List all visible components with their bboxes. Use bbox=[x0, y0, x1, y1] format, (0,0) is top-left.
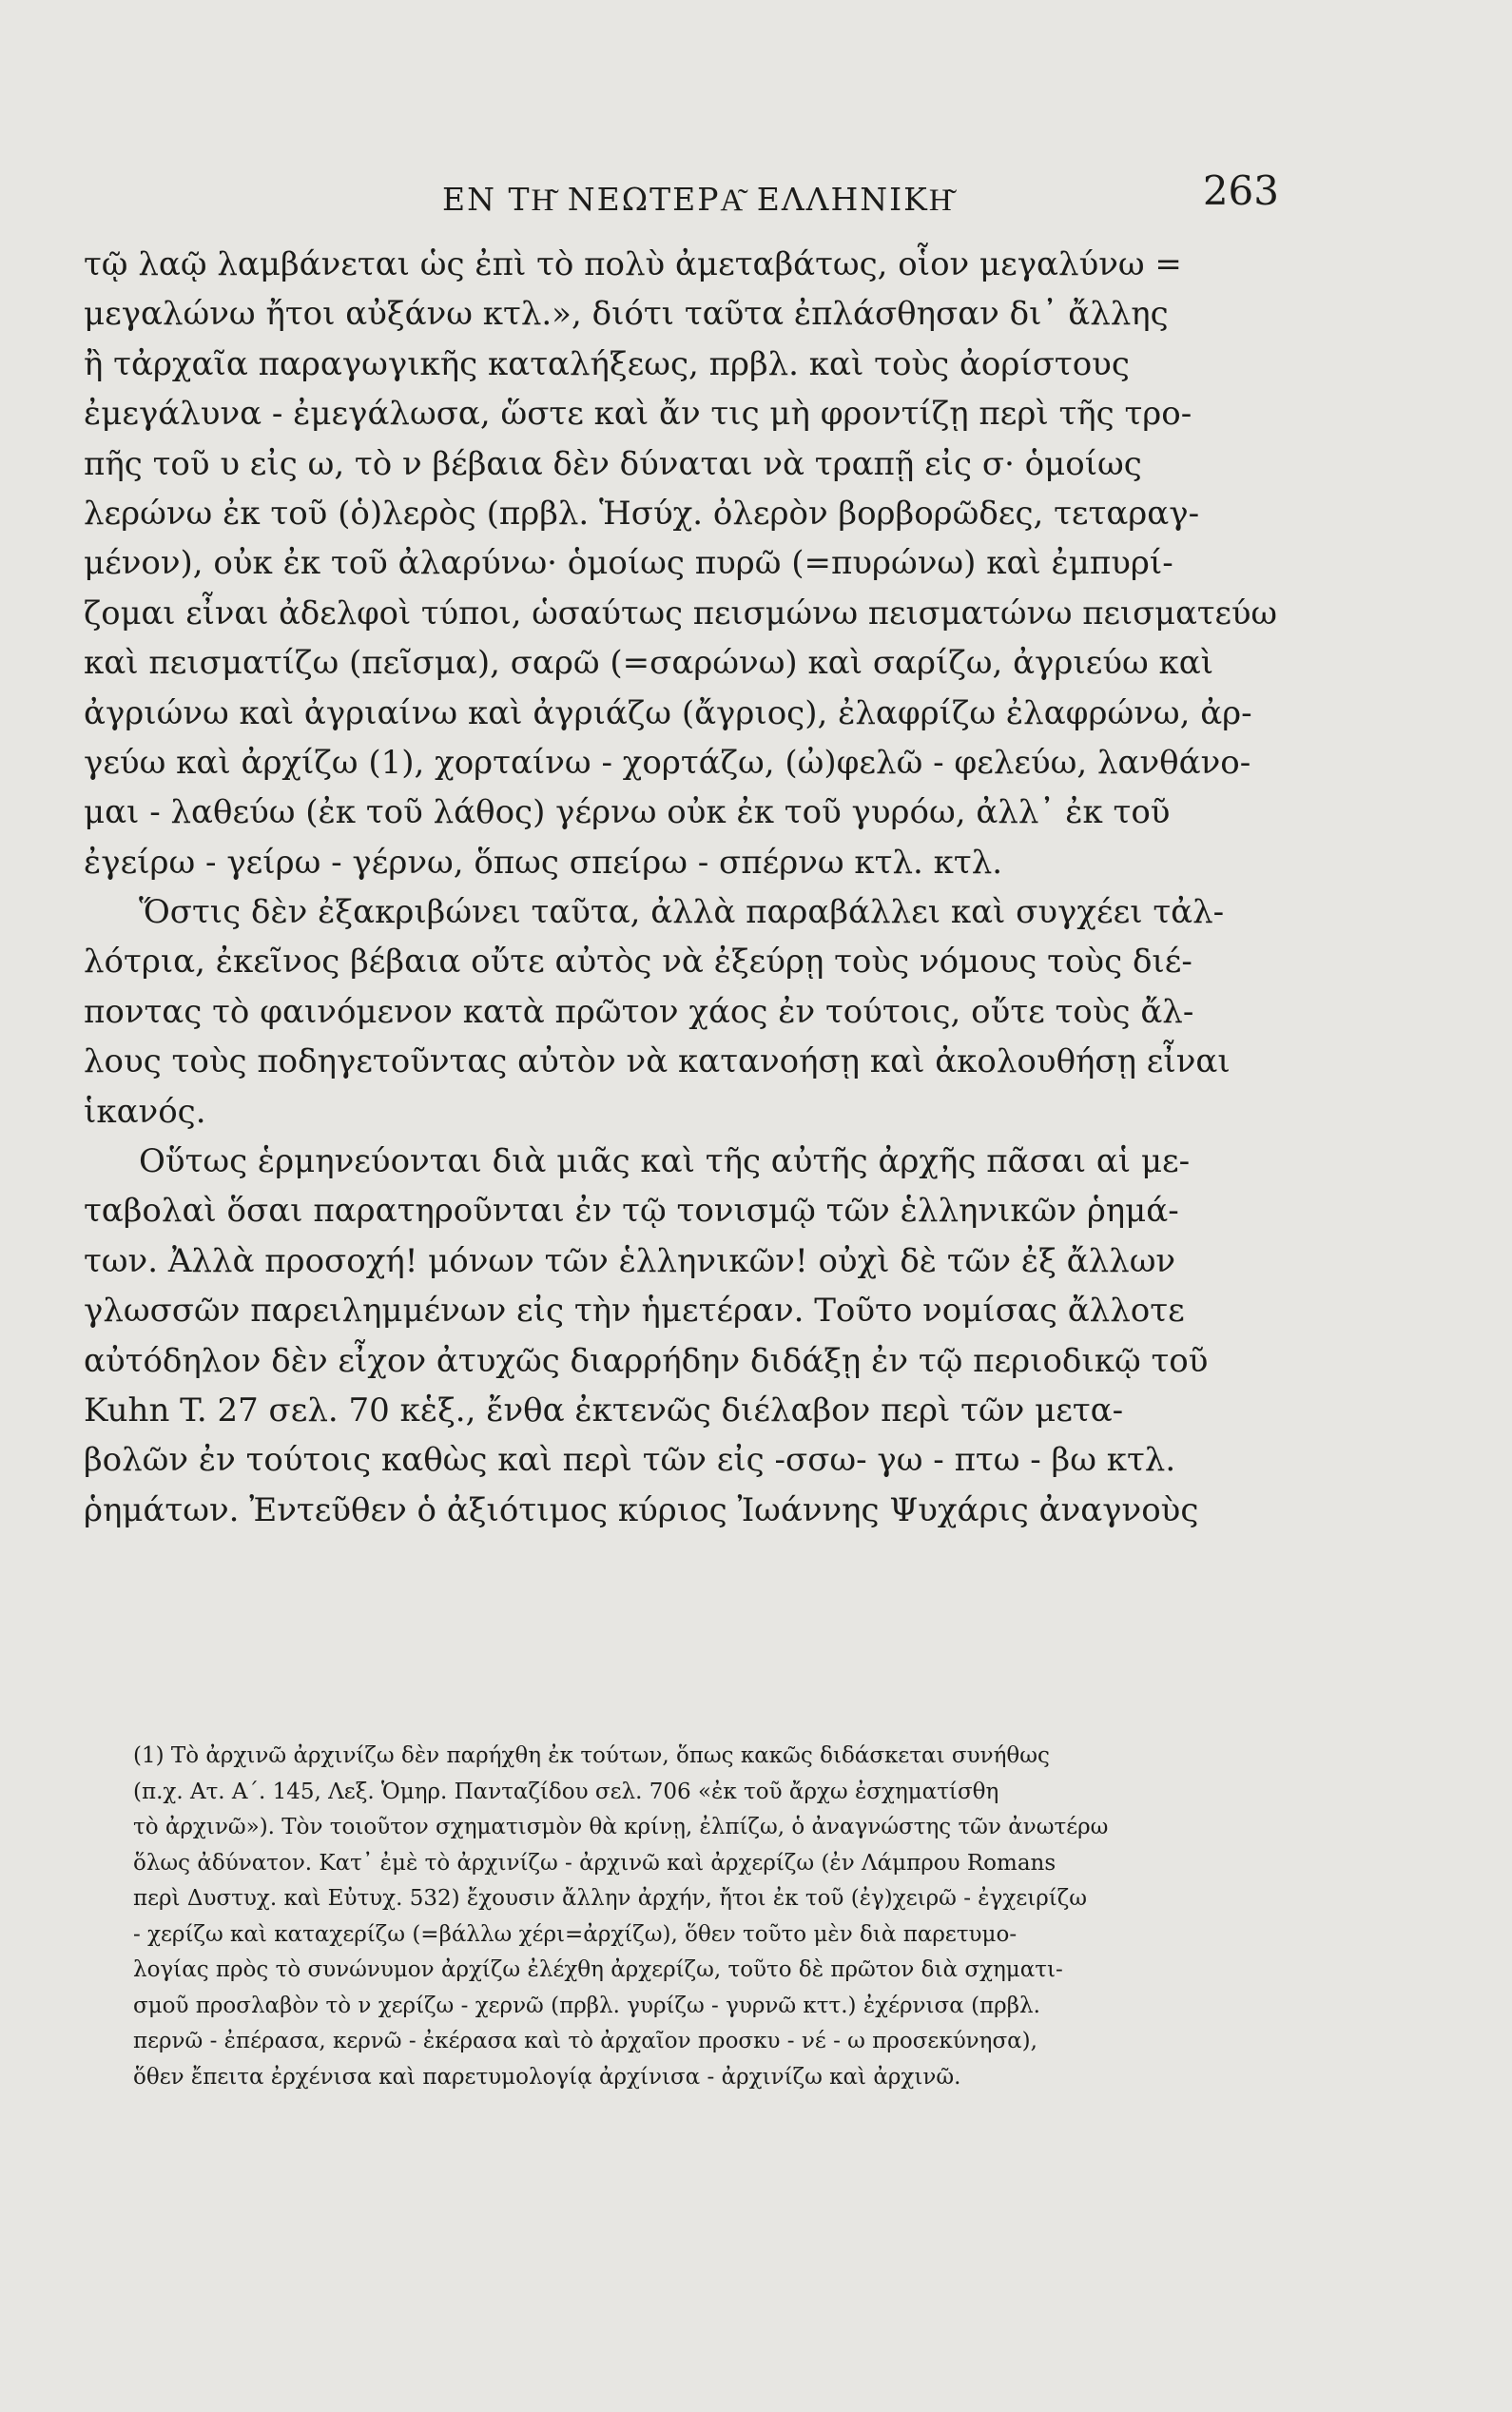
text-line: ταβολαὶ ὅσαι παρατηροῦνται ἐν τῷ τονισμῷ τῶν ἑλληνικῶν ῥημά- bbox=[84, 1192, 1179, 1231]
text-line: τῷ λαῷ λαμβάνεται ὡς ἐπὶ τὸ πολὺ ἀμεταβάτως, οἷον μεγαλύνω = bbox=[84, 245, 1182, 283]
footnote-line: λογίας πρὸς τὸ συνώνυμον ἀρχίζω ἐλέχθη ἀρχερίζω, τοῦτο δὲ πρῶτον διὰ σχηματι- bbox=[133, 1957, 1063, 1982]
footnote-line: περὶ Δυστυχ. καὶ Εὐτυχ. 532) ἔχουσιν ἄλλην ἀρχήν, ἤτοι ἐκ τοῦ (ἐγ)χειρῶ - ἐγχειρίζω bbox=[133, 1886, 1088, 1911]
footnote-line: (1) Τὸ ἀρχινῶ ἀρχινίζω δὲν παρήχθη ἐκ τούτων, ὅπως κακῶς διδάσκεται συνήθως bbox=[133, 1743, 1050, 1768]
page-header bbox=[90, 160, 1279, 226]
text-line: ἱκανός. bbox=[84, 1092, 206, 1131]
text-line: λους τοὺς ποδηγετοῦντας αὐτὸν νὰ κατανοήσῃ καὶ ἀκολουθήσῃ εἶναι bbox=[84, 1042, 1231, 1081]
text-line: ἢ τἀρχαῖα παραγωγικῆς καταλήξεως, πρβλ. καὶ τοὺς ἀορίστους bbox=[84, 344, 1130, 383]
text-line: γεύω καὶ ἀρχίζω (1), χορταίνω - χορτάζω, (ὠ)φελῶ - φελεύω, λανθάνο- bbox=[84, 743, 1251, 782]
text-line: ζομαι εἶναι ἀδελφοὶ τύποι, ὡσαύτως πεισμώνω πεισματώνω πεισματεύω bbox=[84, 593, 1277, 632]
text-line: μαι - λαθεύω (ἐκ τοῦ λάθος) γέρνω οὐκ ἐκ τοῦ γυρόω, ἀλλ᾽ ἐκ τοῦ bbox=[84, 793, 1171, 832]
text-line: βολῶν ἐν τούτοις καθὼς καὶ περὶ τῶν εἰς -σσω- γω - πτω - βω κτλ. bbox=[84, 1441, 1176, 1480]
text-line: ἀγριώνω καὶ ἀγριαίνω καὶ ἀγριάζω (ἄγριος), ἐλαφρίζω ἐλαφρώνω, ἀρ- bbox=[84, 693, 1252, 732]
footnote-line: (π.χ. Ατ. Α΄. 145, Λεξ. Ὁμηρ. Πανταζίδου σελ. 706 «ἐκ τοῦ ἄρχω ἐσχηματίσθη bbox=[133, 1779, 999, 1804]
text-line: ἐγείρω - γείρω - γέρνω, ὅπως σπείρω - σπέρνω κτλ. κτλ. bbox=[84, 843, 1003, 882]
footnote-line: σμοῦ προσλαβὸν τὸ ν χερίζω - χερνῶ (πρβλ. γυρίζω - γυρνῶ κττ.) ἐχέρνισα (πρβλ. bbox=[133, 1993, 1040, 2018]
running-head: ΕΝ ΤΗ͂ ΝΕΩΤΕΡΑ͂ ΕΛΛΗΝΙΚΗ͂ bbox=[442, 181, 954, 218]
text-line: λότρια, ἐκεῖνος βέβαια οὔτε αὐτὸς νὰ ἐξεύρῃ τοὺς νόμους τοὺς διέ- bbox=[84, 943, 1192, 982]
text-line: καὶ πεισματίζω (πεῖσμα), σαρῶ (=σαρώνω) καὶ σαρίζω, ἀγριεύω καὶ bbox=[84, 644, 1214, 683]
text-line: ποντας τὸ φαινόμενον κατὰ πρῶτον χάος ἐν τούτοις, οὔτε τοὺς ἄλ- bbox=[84, 992, 1194, 1031]
paragraph-start-line: Οὕτως ἑρμηνεύονται διὰ μιᾶς καὶ τῆς αὐτῆς ἀρχῆς πᾶσαι αἱ με- bbox=[139, 1142, 1191, 1181]
text-line: αὐτόδηλον δὲν εἶχον ἀτυχῶς διαρρήδην διδάξῃ ἐν τῷ περιοδικῷ τοῦ bbox=[84, 1341, 1209, 1380]
text-line: λερώνω ἐκ τοῦ (ὁ)λερὸς (πρβλ. Ἡσύχ. ὀλερὸν βορβορῶδες, τεταραγ- bbox=[84, 494, 1200, 533]
paragraph-start-line: Ὅστις δὲν ἐξακριβώνει ταῦτα, ἀλλὰ παραβάλλει καὶ συγχέει τἀλ- bbox=[139, 893, 1225, 932]
text-line: Kuhn T. 27 σελ. 70 κἑξ., ἔνθα ἐκτενῶς διέλαβον περὶ τῶν μετα- bbox=[84, 1391, 1124, 1430]
footnote-line: περνῶ - ἐπέρασα, κερνῶ - ἐκέρασα καὶ τὸ ἀρχαῖον προσκυ - νέ - ω προσεκύνησα), bbox=[133, 2029, 1037, 2053]
footnote-line: ὅλως ἀδύνατον. Κατ᾽ ἐμὲ τὸ ἀρχινίζω - ἀρχινῶ καὶ ἀρχερίζω (ἐν Λάμπρου Romans bbox=[133, 1850, 1056, 1876]
body-text bbox=[84, 240, 1277, 1535]
text-line: μένον), οὐκ ἐκ τοῦ ἀλαρύνω· ὁμοίως πυρῶ (=πυρώνω) καὶ ἐμπυρί- bbox=[84, 544, 1173, 583]
footnote-line: - χερίζω καὶ καταχερίζω (=βάλλω χέρι=ἀρχίζω), ὅθεν τοῦτο μὲν διὰ παρετυμο- bbox=[133, 1921, 1018, 1947]
text-line: μεγαλώνω ἤτοι αὐξάνω κτλ.», διότι ταῦτα ἐπλάσθησαν δι᾽ ἄλλης bbox=[84, 295, 1169, 334]
text-line: πῆς τοῦ υ εἰς ω, τὸ ν βέβαια δὲν δύναται νὰ τραπῇ εἰς σ· ὁμοίως bbox=[84, 444, 1142, 483]
text-line: γλωσσῶν παρειλημμένων εἰς τὴν ἡμετέραν. Τοῦτο νομίσας ἄλλοτε bbox=[84, 1292, 1185, 1331]
text-line: ῥημάτων. Ἐντεῦθεν ὁ ἀξιότιμος κύριος Ἰωάννης Ψυχάρις ἀναγνοὺς bbox=[84, 1490, 1199, 1529]
footnotes bbox=[133, 1739, 1284, 2095]
footnote-line: ὅθεν ἔπειτα ἐρχένισα καὶ παρετυμολογίᾳ ἀρχίνισα - ἀρχινίζω καὶ ἀρχινῶ. bbox=[133, 2064, 961, 2090]
page-number: 263 bbox=[1202, 167, 1279, 214]
text-line: ἐμεγάλυνα - ἐμεγάλωσα, ὥστε καὶ ἄν τις μὴ φροντίζῃ περὶ τῆς τρο- bbox=[84, 395, 1192, 434]
text-line: των. Ἀλλὰ προσοχή! μόνων τῶν ἑλληνικῶν! οὐχὶ δὲ τῶν ἐξ ἄλλων bbox=[84, 1241, 1176, 1280]
footnote-line: τὸ ἀρχινῶ»). Τὸν τοιοῦτον σχηματισμὸν θὰ κρίνῃ, ἐλπίζω, ὁ ἀναγνώστης τῶν ἀνωτέρω bbox=[133, 1815, 1109, 1839]
